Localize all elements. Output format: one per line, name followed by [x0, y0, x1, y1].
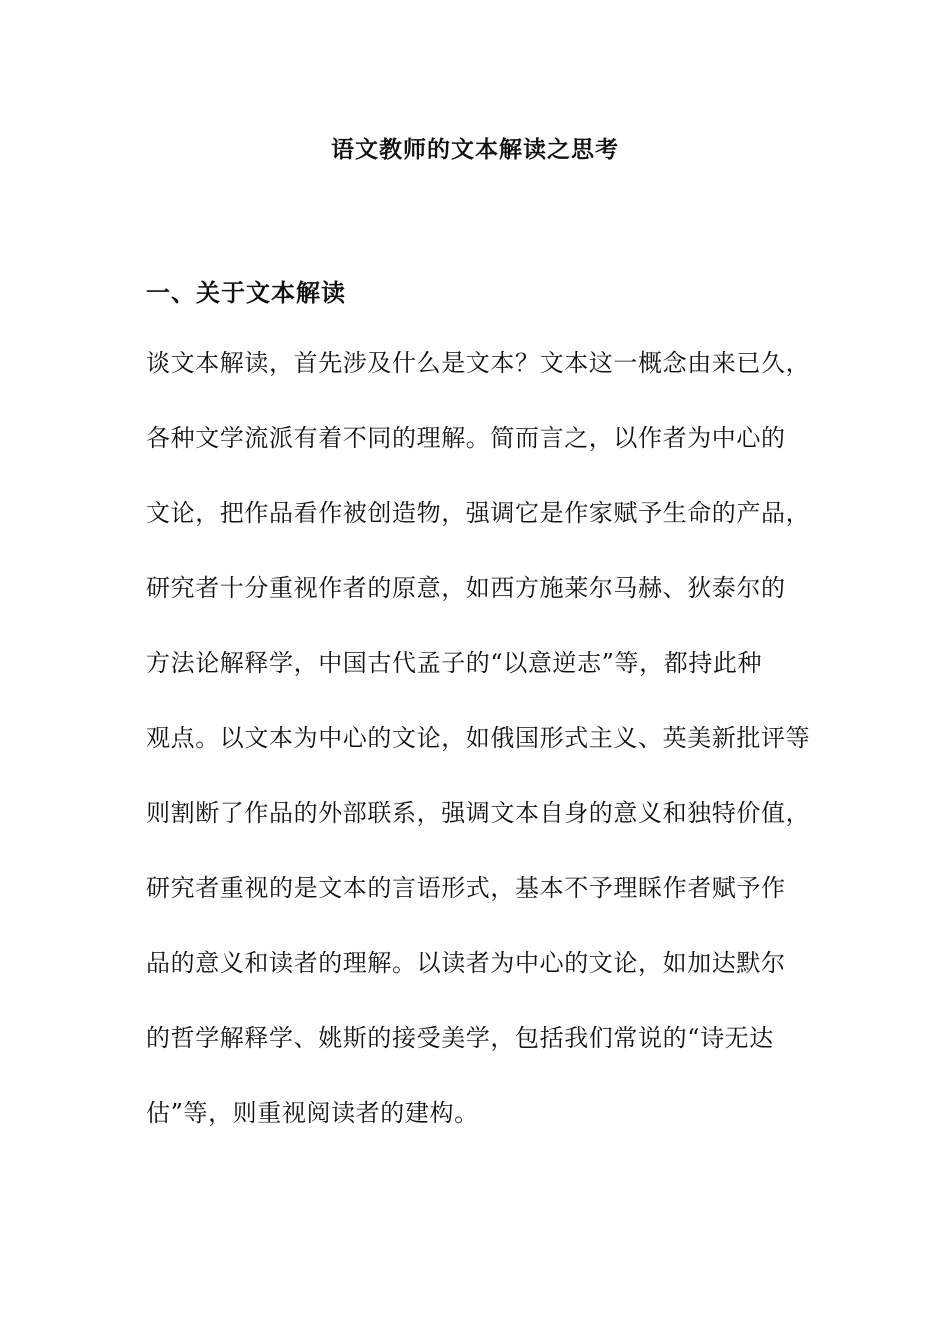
- paragraph-line: 方法论解释学，中国古代孟子的“以意逆志”等，都持此种: [146, 649, 763, 677]
- section-heading: 一、关于文本解读: [146, 278, 346, 307]
- document-title: 语文教师的文本解读之思考: [331, 136, 619, 163]
- body-paragraph: [146, 343, 846, 1168]
- paragraph-line: 的哲学解释学、姚斯的接受美学，包括我们常说的“诗无达: [146, 1024, 774, 1052]
- paragraph-line: 则割断了作品的外部联系，强调文本自身的意义和独特价值，: [146, 799, 811, 827]
- paragraph-line: 研究者重视的是文本的言语形式，基本不予理睬作者赋予作: [146, 874, 786, 902]
- paragraph-line: 观点。以文本为中心的文论，如俄国形式主义、英美新批评等: [146, 724, 811, 752]
- paragraph-line: 文论，把作品看作被创造物，强调它是作家赋予生命的产品，: [146, 499, 811, 527]
- paragraph-line: 估”等，则重视阅读者的建构。: [146, 1099, 479, 1127]
- paragraph-line: 品的意义和读者的理解。以读者为中心的文论，如加达默尔: [146, 949, 786, 977]
- paragraph-line: 研究者十分重视作者的原意，如西方施莱尔马赫、狄泰尔的: [146, 574, 786, 602]
- paragraph-line: 各种文学流派有着不同的理解。简而言之，以作者为中心的: [146, 424, 786, 452]
- paragraph-line: 谈文本解读，首先涉及什么是文本？文本这一概念由来已久，: [146, 349, 811, 377]
